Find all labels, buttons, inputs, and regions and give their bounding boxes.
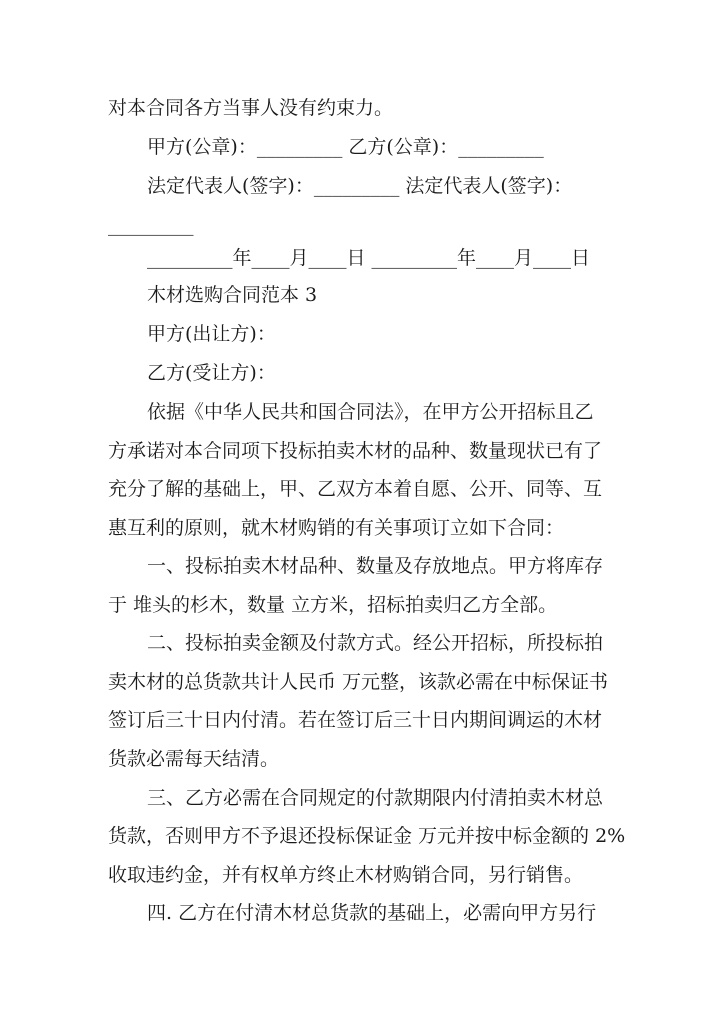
party-a-label: 甲方(出让方)： <box>147 323 276 345</box>
party-b-label: 乙方(受让方)： <box>147 362 276 384</box>
signature-blank: _________ <box>108 214 194 236</box>
text-line: 依据《中华人民共和国合同法》，在甲方公开招标且乙 <box>147 401 594 423</box>
signature-line-seal: 甲方(公章)：_________ 乙方(公章)：_________ <box>147 136 544 158</box>
signature-line-representative: 法定代表人(签字)：_________ 法定代表人(签字)： <box>147 175 573 197</box>
text-line: 货款，否则甲方不予退还投标保证金 万元并按中标金额的 2% <box>108 825 626 847</box>
text-line: 二、投标拍卖金额及付款方式。经公开招标，所投标拍 <box>147 632 604 654</box>
date-line: _________年____月____日 _________年____月____日 <box>147 247 591 269</box>
text-line: 对本合同各方当事人没有约束力。 <box>108 97 394 119</box>
text-line: 一、投标拍卖木材品种、数量及存放地点。甲方将库存 <box>147 555 604 577</box>
text-line: 收取违约金，并有权单方终止木材购销合同，另行销售。 <box>108 864 584 886</box>
text-line: 卖木材的总货款共计人民币 万元整，该款必需在中标保证书 <box>108 671 609 693</box>
text-line: 惠互利的原则，就木材购销的有关事项订立如下合同： <box>108 517 565 539</box>
text-line: 签订后三十日内付清。若在签订后三十日内期间调运的木材 <box>108 709 603 731</box>
text-line: 货款必需每天结清。 <box>108 748 280 770</box>
text-line: 于 堆头的杉木，数量 立方米，招标拍卖归乙方全部。 <box>108 594 558 616</box>
text-line: 充分了解的基础上，甲、乙双方本着自愿、公开、同等、互 <box>108 478 603 500</box>
text-line: 方承诺对本合同项下投标拍卖木材的品种、数量现状已有了 <box>108 440 603 462</box>
section-title: 木材选购合同范本 3 <box>147 284 318 306</box>
text-line: 三、乙方必需在合同规定的付款期限内付清拍卖木材总 <box>147 787 604 809</box>
text-line: 四. 乙方在付清木材总货款的基础上，必需向甲方另行 <box>147 902 597 924</box>
